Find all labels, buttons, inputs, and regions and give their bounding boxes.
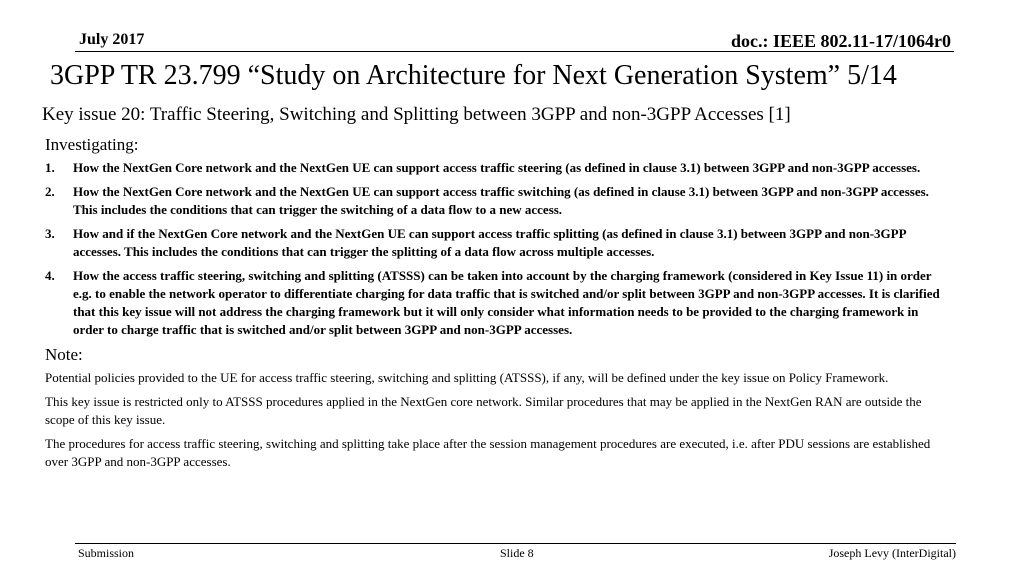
list-item-number: 4. — [45, 268, 55, 283]
note-paragraph: This key issue is restricted only to ATSSS procedures applied in the NextGen core network. Similar procedures that may be applied in the NextGen RAN are outside the scope of this key issue. — [45, 394, 922, 427]
header-doc-id: doc.: IEEE 802.11-17/1064r0 — [730, 31, 951, 51]
list-item — [45, 159, 945, 177]
list-item — [45, 183, 945, 219]
header-date: July 2017 — [79, 31, 145, 48]
slide-title: 3GPP TR 23.799 “Study on Architecture for Next Generation System” 5/14 — [50, 60, 897, 91]
footer-divider — [75, 543, 956, 544]
list-item-text: How the access traffic steering, switching and splitting (ATSSS) can be taken into account by the charging framework (considered in Key Issue 11) in order e.g. to enable the network operator to differentiate charging for data traffic that is switched and/or split between 3GPP and non-3GPP accesses. It is clarified that this key issue will not address the charging framework but it will only consider what information needs to be provided to the charging framework in order to charge traffic that is switched and/or split between 3GPP and non-3GPP accesses. — [73, 268, 940, 337]
note-paragraph: The procedures for access traffic steering, switching and splitting take place after the session management procedures are executed, i.e. after PDU sessions are established over 3GPP and non-3GPP accesses. — [45, 436, 931, 469]
note-label: Note: — [45, 345, 83, 364]
slide-body — [45, 135, 945, 477]
footer-author: Joseph Levy (InterDigital) — [828, 546, 956, 560]
footer-submission: Submission — [78, 546, 135, 560]
note-paragraph: Potential policies provided to the UE for access traffic steering, switching and splitting (ATSSS), if any, will be defined under the key issue on Policy Framework. — [45, 370, 889, 385]
list-item-number: 1. — [45, 160, 55, 175]
footer-slide-number: Slide 8 — [500, 546, 534, 560]
list-item-text: How and if the NextGen Core network and the NextGen UE can support access traffic splitting (as defined in clause 3.1) between 3GPP and non-3GPP accesses. This includes the conditions that can trigger the splitting of a data flow across multiple accesses. — [73, 226, 906, 259]
investigating-label: Investigating: — [45, 135, 139, 154]
list-item-text: How the NextGen Core network and the NextGen UE can support access traffic steering (as defined in clause 3.1) between 3GPP and non-3GPP accesses. — [73, 160, 921, 175]
slide-subtitle: Key issue 20: Traffic Steering, Switching and Splitting between 3GPP and non-3GPP Accesses [1] — [42, 104, 791, 125]
investigation-list — [45, 159, 945, 339]
list-item-number: 3. — [45, 226, 55, 241]
list-item — [45, 267, 945, 339]
header-divider — [75, 51, 954, 52]
list-item-text: How the NextGen Core network and the NextGen UE can support access traffic switching (as defined in clause 3.1) between 3GPP and non-3GPP accesses. This includes the conditions that can trigger the switching of a data flow to a new access. — [73, 184, 929, 217]
list-item-number: 2. — [45, 184, 55, 199]
list-item — [45, 225, 945, 261]
